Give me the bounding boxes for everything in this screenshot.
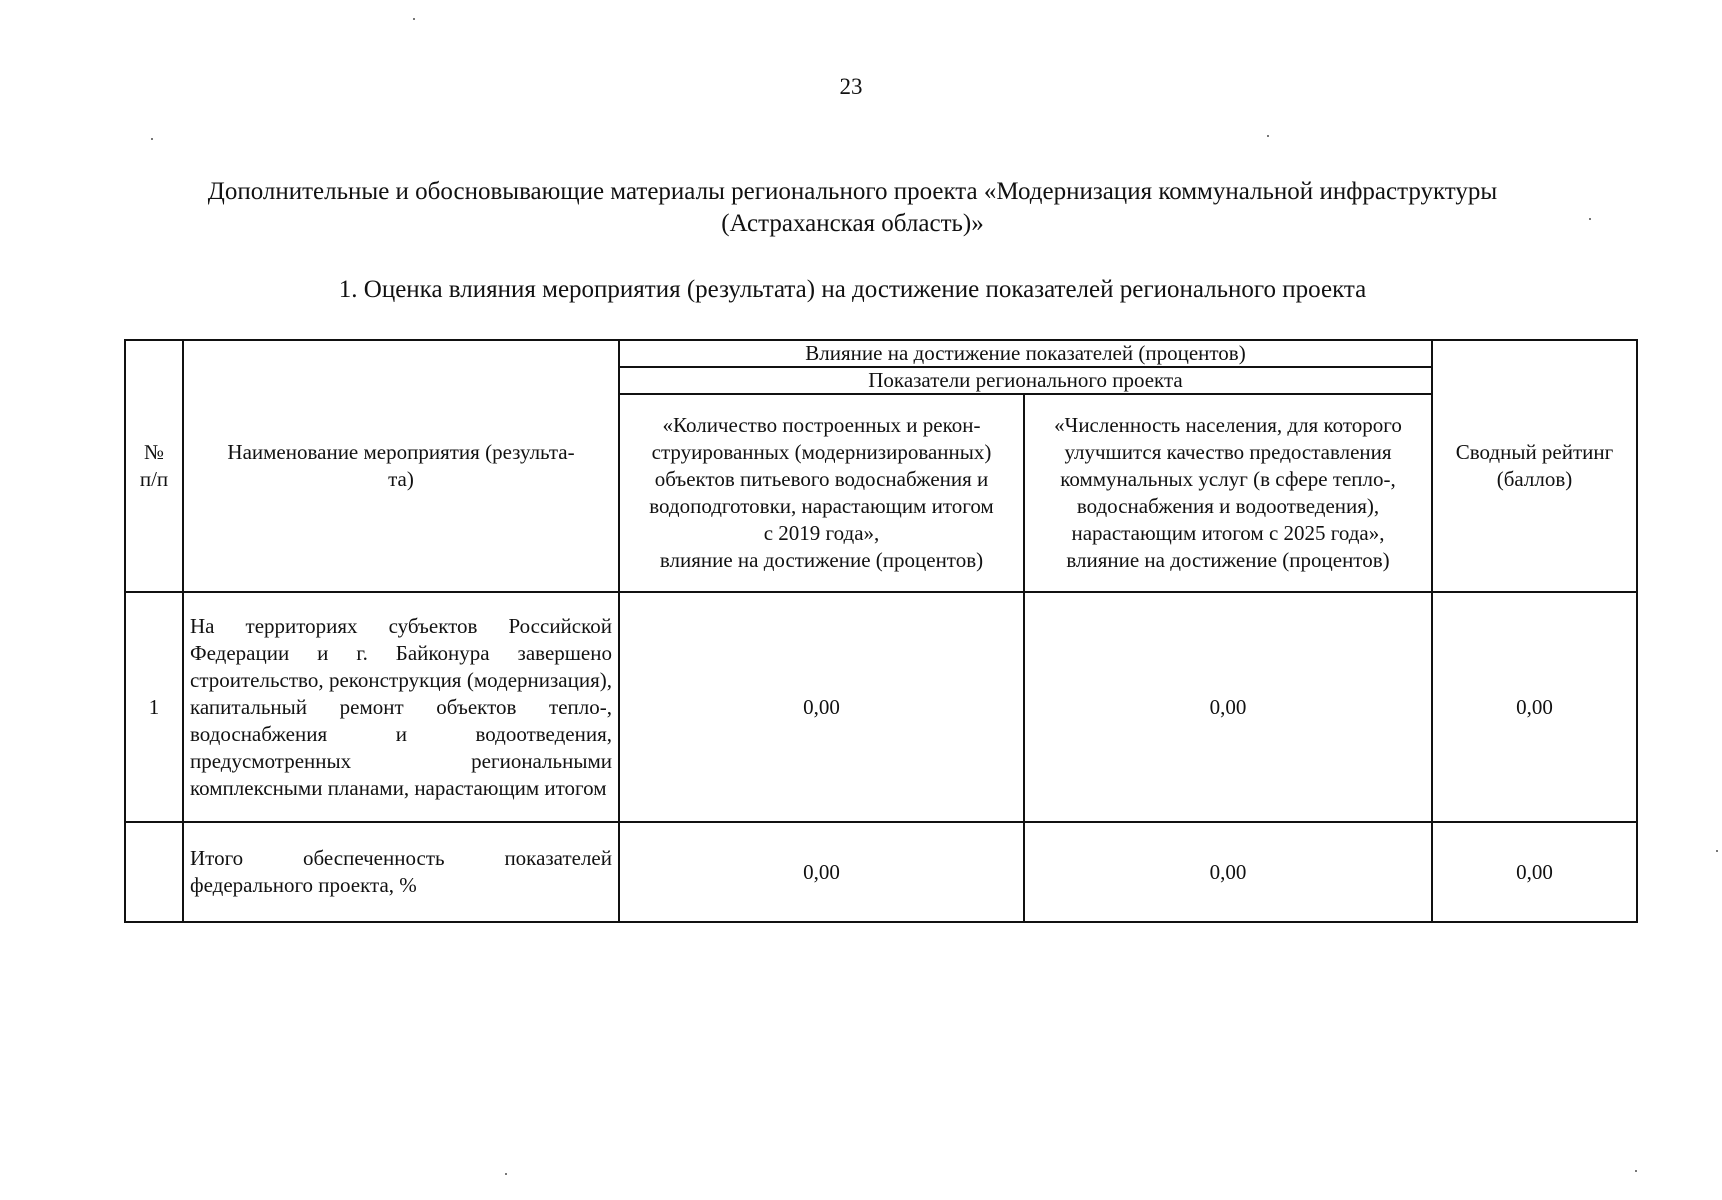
header-activity-name [183,340,619,592]
header-summary-rating-line-1: Сводный рейтинг [1455,440,1614,464]
scan-speck [151,138,153,140]
total-indicator-2-value: 0,00 [1024,822,1432,922]
scan-speck [413,18,415,20]
header-indicator-1-line: струированных (модернизированных) [651,440,992,464]
header-indicator-2-line: «Численность населения, для которого [1054,413,1402,437]
header-activity-name-line-2: та) [388,467,414,491]
scan-speck [1635,1170,1637,1172]
section-title: 1. Оценка влияния мероприятия (результата) на достижение показателей регионального проекта [338,276,1367,303]
header-summary-rating-line-2: (баллов) [1496,467,1573,491]
header-indicator-2-line: влияние на достижение (процентов) [1066,548,1390,572]
scan-speck [1589,218,1591,220]
header-indicator-1 [619,394,1024,592]
header-indicator-1-line: водоподготовки, нарастающим итогом [649,494,994,518]
header-indicator-1-line: с 2019 года», [763,521,880,545]
header-indicator-1-line: влияние на достижение (процентов) [659,548,984,572]
header-number [125,340,183,592]
row-indicator-2-value: 0,00 [1024,592,1432,822]
header-number-line-2: п/п [139,467,169,491]
header-indicators-group: Показатели регионального проекта [619,367,1432,394]
header-indicator-1-line: «Количество построенных и рекон- [662,413,981,437]
document-title-line-1: Дополнительные и обосновывающие материалы регионального проекта «Модернизация коммунальной инфраструктуры [207,178,1498,205]
header-indicator-2 [1024,394,1432,592]
total-summary-rating: 0,00 [1432,822,1637,922]
header-row-1 [125,340,1637,367]
header-indicator-2-line: улучшится качество предоставления [1064,440,1392,464]
table-total-row [125,822,1637,922]
document-title-line-2: (Астраханская область)» [721,210,984,237]
header-number-line-1: № [143,440,165,464]
row-summary-rating: 0,00 [1432,592,1637,822]
header-indicator-1-line: объектов питьевого водоснабжения и [654,467,989,491]
table-row [125,592,1637,822]
total-label: Итого обеспеченность показателей федерального проекта, % [183,822,619,922]
document-title [80,176,1625,240]
scan-speck [1716,850,1718,852]
page-number: 23 [839,74,863,99]
header-activity-name-line-1: Наименование мероприятия (результа- [227,440,575,464]
row-number: 1 [125,592,183,822]
header-influence-group: Влияние на достижение показателей (процентов) [619,340,1432,367]
total-number [125,822,183,922]
total-indicator-1-value: 0,00 [619,822,1024,922]
scan-speck [505,1173,507,1175]
header-indicator-2-line: нарастающим итогом с 2025 года», [1071,521,1385,545]
impact-assessment-table [124,339,1638,923]
row-indicator-1-value: 0,00 [619,592,1024,822]
header-summary-rating [1432,340,1637,592]
row-activity-name: На территориях субъектов Российской Федерации и г. Байконура завершено строительство, реконструкция (модернизация), капитальный ремонт объектов тепло-, водоснабжения и водоотведения, предусмотренных региональными комплексными планами, нарастающим итогом [183,592,619,822]
scan-speck [1267,135,1269,137]
header-indicator-2-line: коммунальных услуг (в сфере тепло-, [1060,467,1396,491]
header-indicator-2-line: водоснабжения и водоотведения), [1076,494,1380,518]
